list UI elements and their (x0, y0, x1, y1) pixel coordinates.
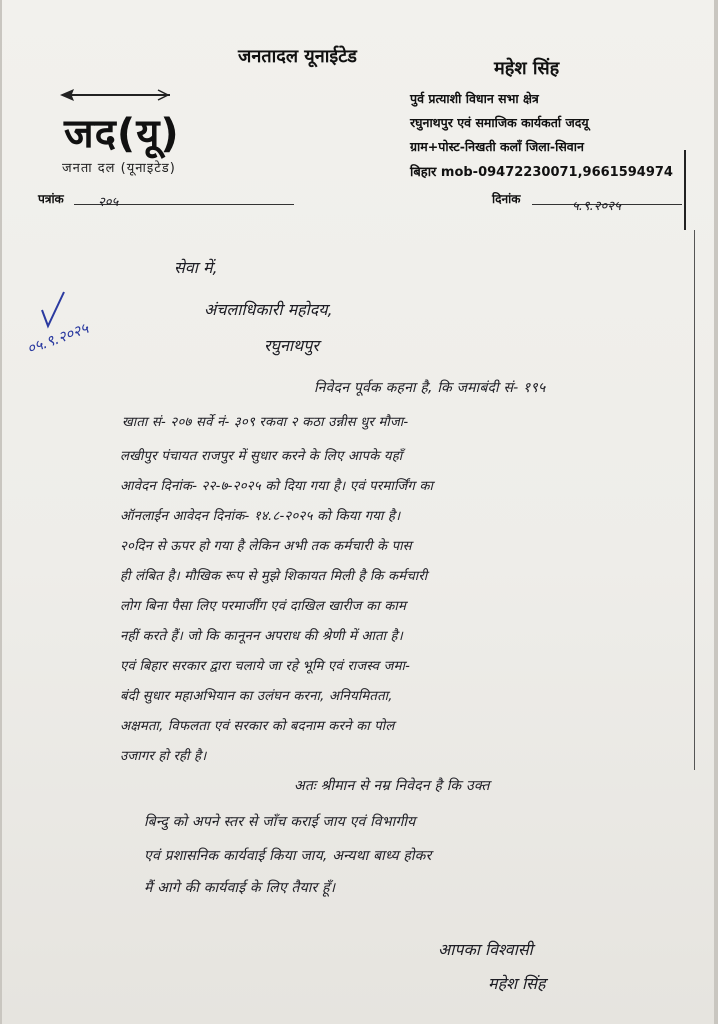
arrow-logo-icon (60, 88, 170, 102)
address-line: ग्राम+पोस्ट-निखती कलाँ जिला-सिवान (410, 139, 584, 154)
salutation: सेवा में, (174, 258, 218, 277)
reference-label: पत्रांक (38, 192, 64, 206)
recipient-line: अंचलाधिकारी महोदय, (204, 300, 333, 319)
body-line: लखीपुर पंचायत राजपुर में सुधार करने के लिए आपके यहाँ (120, 449, 403, 464)
margin-line (684, 150, 686, 230)
closing: आपका विश्वासी (438, 940, 533, 959)
request-line: एवं प्रशासनिक कार्यवाई किया जाय, अन्यथा बाध्य होकर (144, 848, 432, 864)
body-line: एवं बिहार सरकार द्वारा चलाये जा रहे भूमि एवं राजस्व जमा- (120, 659, 411, 674)
address-line: रघुनाथपुर एवं समाजिक कार्यकर्ता जदयू (410, 115, 589, 130)
body-line: २०दिन से ऊपर हो गया है लेकिन अभी तक कर्मचारी के पास (120, 539, 412, 554)
request-line: बिन्दु को अपने स्तर से जाँच कराई जाय एवं विभागीय (144, 814, 416, 830)
body-line: अक्षमता, विफलता एवं सरकार को बदनाम करने का पोल (120, 719, 395, 734)
body-line: नहीं करते हैं। जो कि कानूनन अपराध की श्रेणी में आता है। (120, 629, 403, 644)
request-line: मैं आगे की कार्यवाई के लिए तैयार हूँ। (144, 880, 336, 896)
body-line: उजागर हो रही है। (120, 749, 207, 764)
party-logo-text: जद(यू) (64, 111, 180, 157)
recipient-line: रघुनाथपुर (264, 336, 319, 355)
address-line: पुर्व प्रत्याशी विधान सभा क्षेत्र (410, 91, 539, 106)
date-label: दिनांक (492, 192, 521, 206)
body-line: ऑनलाईन आवेदन दिनांक- १४.८-२०२५ को किया गया है। (120, 509, 401, 524)
reference-value: २०५ (98, 195, 119, 210)
party-logo-subtitle: जनता दल (यूनाइटेड) (62, 161, 176, 176)
body-line: बंदी सुधार महाअभियान का उलंघन करना, अनियमितता, (120, 689, 393, 704)
letter-page (2, 0, 714, 1024)
signature: महेश सिंह (488, 974, 546, 993)
margin-line (694, 230, 695, 770)
receipt-tick-mark (36, 290, 66, 330)
date-value: ५.९.२०२५ (572, 199, 621, 214)
party-name: जनतादल यूनाईटेड (238, 46, 357, 67)
received-date-stamp: ०५.९.२०२५ (24, 319, 91, 358)
sender-name: महेश सिंह (494, 58, 560, 79)
address-line: बिहार mob-09472230071,9661594974 (410, 165, 673, 180)
body-line: आवेदन दिनांक- २२-७-२०२५ को दिया गया है। एवं परमार्जिंग का (120, 479, 434, 494)
body-line: ही लंबित है। मौखिक रूप से मुझे शिकायत मिली है कि कर्मचारी (120, 569, 428, 584)
body-line: लोग बिना पैसा लिए परमार्जींग एवं दाखिल खारीज का काम (120, 599, 407, 614)
body-line: खाता सं- २०७ सर्वे नं- ३०९ रकवा २ कठा उन्नीस धुर मौजा- (122, 415, 409, 430)
body-line: निवेदन पूर्वक कहना है, कि जमाबंदी सं- १९५ (314, 380, 546, 396)
request-line: अतः श्रीमान से नम्र निवेदन है कि उक्त (294, 778, 490, 794)
